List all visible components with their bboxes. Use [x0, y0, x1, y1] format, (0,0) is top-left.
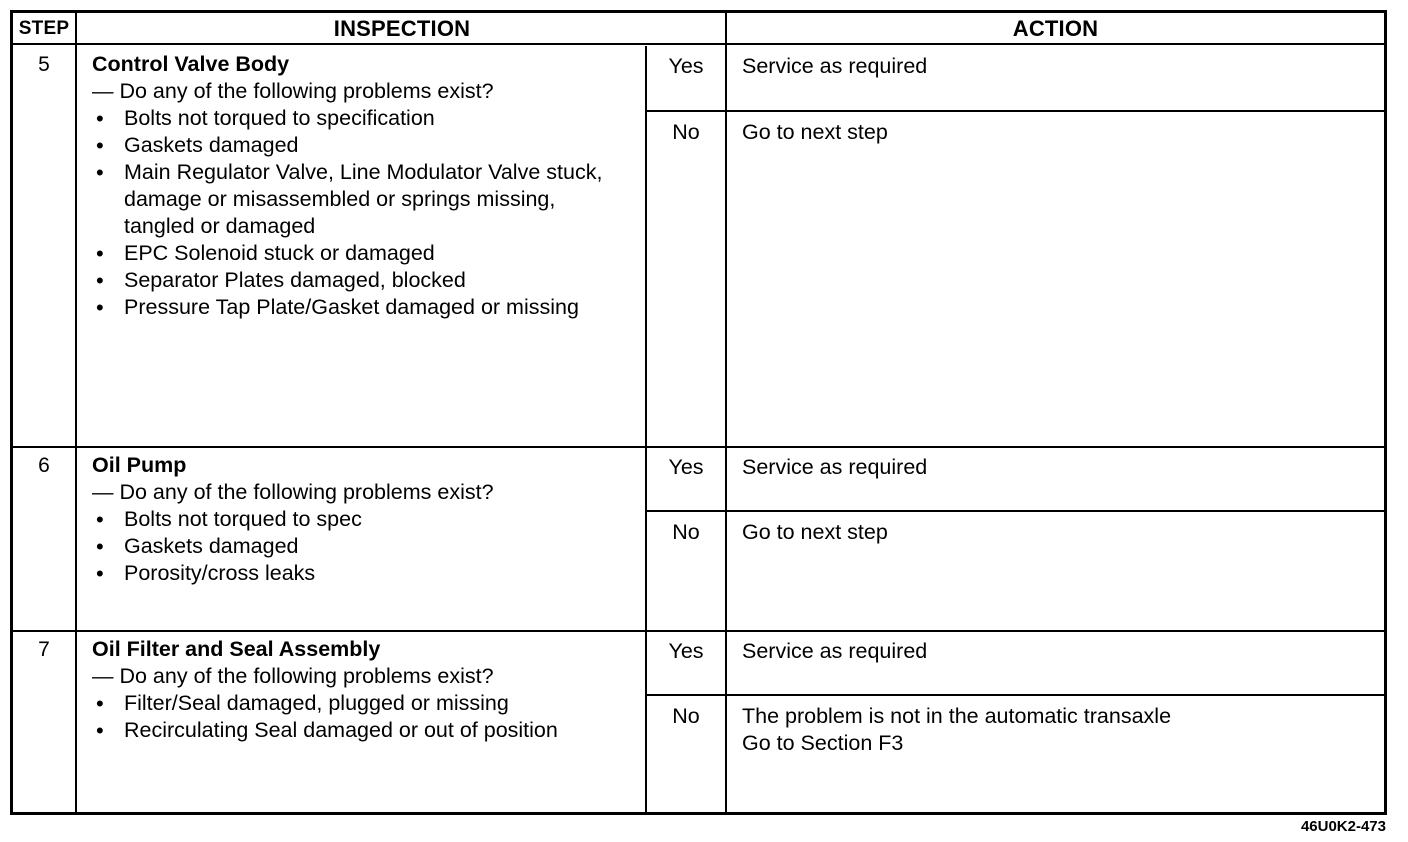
no-action: Go to next step — [742, 520, 888, 544]
problem-item: • Pressure Tap Plate/Gasket damaged or missing — [92, 294, 584, 321]
inspection-question: — Do any of the following problems exist? — [92, 79, 494, 103]
inspection-title: Oil Pump — [92, 453, 187, 477]
header-step: STEP — [18, 18, 70, 39]
row5-yes-no-line — [645, 110, 1384, 112]
yes-label: Yes — [668, 455, 704, 479]
problem-item: • EPC Solenoid stuck or damaged — [92, 240, 632, 267]
no-label: No — [672, 120, 700, 144]
no-label: No — [672, 520, 700, 544]
yes-label: Yes — [668, 639, 704, 663]
problem-item: • Bolts not torqued to specification — [92, 105, 632, 132]
inspection-cell — [92, 636, 637, 744]
problem-item: • Gaskets damaged — [92, 132, 632, 159]
figure-id: 46U0K2-473 — [1300, 818, 1386, 835]
inspection-question: — Do any of the following problems exist? — [92, 480, 494, 504]
step-number: 6 — [38, 454, 50, 477]
no-action — [742, 703, 1171, 757]
no-action-line: The problem is not in the automatic transaxle — [742, 704, 1172, 728]
inspection-title: Oil Filter and Seal Assembly — [92, 637, 381, 661]
header-inspection: INSPECTION — [333, 16, 471, 41]
problem-item: • Recirculating Seal damaged or out of position — [92, 717, 637, 744]
divider-yesno-action — [725, 13, 727, 812]
row5-bottom-line — [13, 446, 1384, 448]
problem-item: • Main Regulator Valve, Line Modulator Valve stuck, damage or misassembled or springs missing, tangled or damaged — [92, 159, 614, 240]
yes-action: Service as required — [742, 455, 928, 479]
divider-inspection-yesno — [645, 46, 647, 812]
no-label: No — [672, 704, 700, 728]
inspection-title: Control Valve Body — [92, 52, 290, 76]
problem-list — [92, 506, 632, 587]
problem-item: • Porosity/cross leaks — [92, 560, 632, 587]
row6-yes-no-line — [645, 510, 1384, 512]
inspection-question: — Do any of the following problems exist? — [92, 664, 494, 688]
yes-action: Service as required — [742, 54, 928, 78]
problem-item: • Filter/Seal damaged, plugged or missing — [92, 690, 637, 717]
yes-action: Service as required — [742, 639, 928, 663]
row7-yes-no-line — [645, 694, 1384, 696]
inspection-cell — [92, 452, 632, 587]
diagnosis-table — [10, 10, 1387, 815]
inspection-cell — [92, 51, 632, 321]
problem-list — [92, 105, 632, 321]
no-action-line: Go to Section F3 — [742, 731, 904, 755]
problem-list — [92, 690, 637, 744]
problem-item: • Bolts not torqued to spec — [92, 506, 632, 533]
no-action: Go to next step — [742, 120, 888, 144]
step-number: 5 — [38, 53, 50, 76]
yes-label: Yes — [668, 54, 704, 78]
problem-item: • Separator Plates damaged, blocked — [92, 267, 632, 294]
header-action: ACTION — [1012, 16, 1099, 41]
problem-item: • Gaskets damaged — [92, 533, 632, 560]
row6-bottom-line — [13, 630, 1384, 632]
divider-step-inspection — [75, 13, 77, 812]
step-number: 7 — [38, 638, 50, 661]
